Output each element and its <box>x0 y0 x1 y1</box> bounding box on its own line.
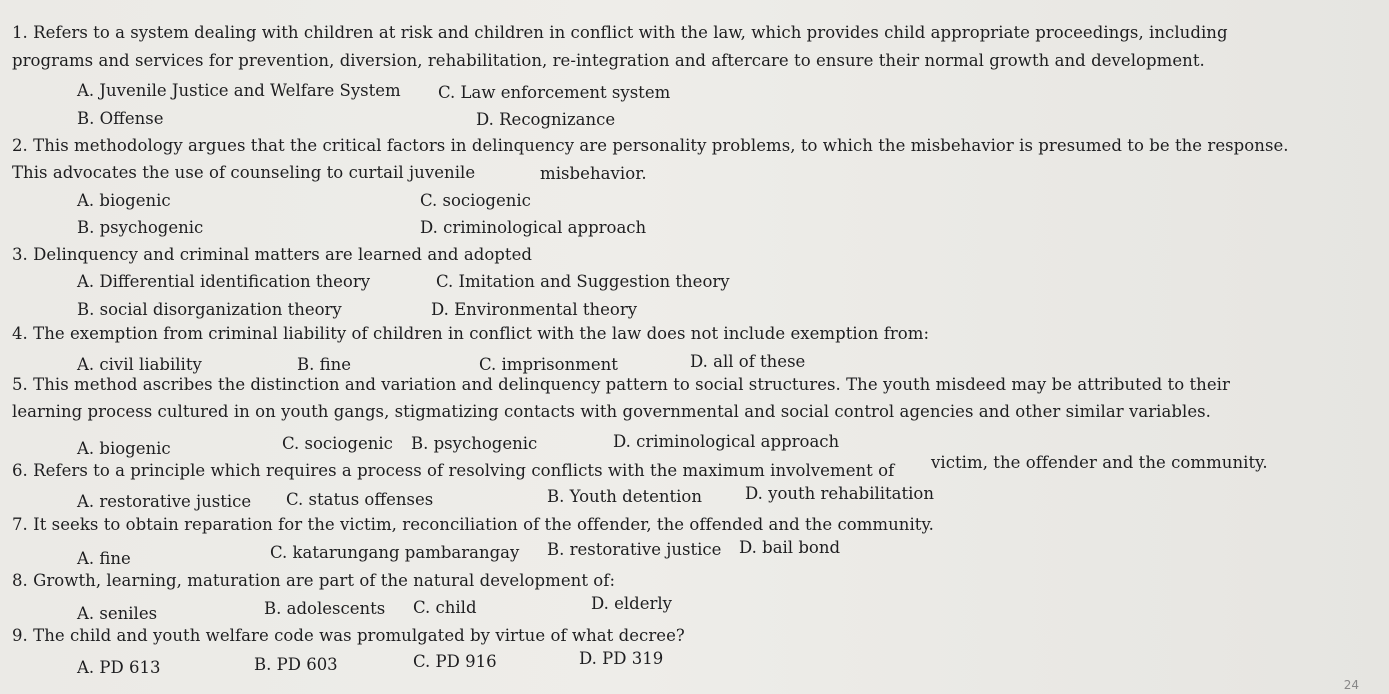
question-7-line-1: 7. It seeks to obtain reparation for the victim, reconciliation of the offender, the offended and the community. <box>12 515 934 534</box>
question-3-option-a: A. Differential identification theory <box>77 272 371 291</box>
question-2-option-d: D. criminological approach <box>420 218 647 237</box>
question-8-option-a: A. seniles <box>77 604 158 623</box>
question-6-option-b: B. Youth detention <box>547 487 702 506</box>
question-2-line-1: 2. This methodology argues that the critical factors in delinquency are personality problems, to which the misbehavior is presumed to be the response. <box>12 136 1289 155</box>
question-8-option-d: D. elderly <box>591 594 672 613</box>
question-5-line-1: 5. This method ascribes the distinction and variation and delinquency pattern to social structures. The youth misdeed may be attributed to their <box>12 375 1230 394</box>
question-2-line-2: This advocates the use of counseling to curtail juvenile <box>12 163 476 182</box>
question-7-option-c: C. katarungang pambarangay <box>270 543 520 562</box>
question-2-option-b: B. psychogenic <box>77 218 204 237</box>
question-6-line-2: victim, the offender and the community. <box>931 453 1268 472</box>
question-8-option-b: B. adolescents <box>264 599 386 618</box>
question-3-option-c: C. Imitation and Suggestion theory <box>436 272 730 291</box>
question-9-option-a: A. PD 613 <box>77 658 161 677</box>
question-5-option-d: D. criminological approach <box>613 432 840 451</box>
question-3-line-1: 3. Delinquency and criminal matters are learned and adopted <box>12 245 533 264</box>
question-4-line-1: 4. The exemption from criminal liability of children in conflict with the law does not include exemption from: <box>12 324 930 343</box>
question-4-option-c: C. imprisonment <box>479 355 618 374</box>
question-1-line-1: 1. Refers to a system dealing with children at risk and children in conflict with the law, which provides child appropriate proceedings, including <box>12 23 1228 42</box>
question-6-option-d: D. youth rehabilitation <box>745 484 934 503</box>
question-5-line-2: learning process cultured in on youth gangs, stigmatizing contacts with governmental and social control agencies and other similar variables. <box>12 402 1211 421</box>
question-2-option-c: C. sociogenic <box>420 191 531 210</box>
question-6-option-a: A. restorative justice <box>77 492 252 511</box>
question-5-option-c: C. sociogenic <box>282 434 393 453</box>
question-1-line-2: programs and services for prevention, diversion, rehabilitation, re-integration and aftercare to ensure their normal growth and development. <box>12 51 1205 70</box>
question-2-line-3: misbehavior. <box>540 164 647 183</box>
question-2-option-a: A. biogenic <box>77 191 171 210</box>
question-1-option-b: B. Offense <box>77 109 164 128</box>
question-3-option-d: D. Environmental theory <box>431 300 638 319</box>
question-9-option-c: C. PD 916 <box>413 652 497 671</box>
question-6-option-c: C. status offenses <box>286 490 434 509</box>
question-8-line-1: 8. Growth, learning, maturation are part of the natural development of: <box>12 571 616 590</box>
question-5-option-b: B. psychogenic <box>411 434 538 453</box>
question-1-option-c: C. Law enforcement system <box>438 83 671 102</box>
question-6-line-1: 6. Refers to a principle which requires a process of resolving conflicts with the maximum involvement of <box>12 461 895 480</box>
page-number: 24 <box>1343 678 1359 692</box>
question-7-option-a: A. fine <box>77 549 131 568</box>
question-5-option-a: A. biogenic <box>77 439 171 458</box>
question-4-option-b: B. fine <box>297 355 352 374</box>
question-9-option-b: B. PD 603 <box>254 655 338 674</box>
question-7-option-b: B. restorative justice <box>547 540 722 559</box>
question-7-option-d: D. bail bond <box>739 538 841 557</box>
question-4-option-a: A. civil liability <box>77 355 202 374</box>
question-9-line-1: 9. The child and youth welfare code was promulgated by virtue of what decree? <box>12 626 685 645</box>
question-8-option-c: C. child <box>413 598 477 617</box>
question-1-option-d: D. Recognizance <box>476 110 616 129</box>
question-1-option-a: A. Juvenile Justice and Welfare System <box>77 81 401 100</box>
question-4-option-d: D. all of these <box>690 352 806 371</box>
question-3-option-b: B. social disorganization theory <box>77 300 342 319</box>
question-9-option-d: D. PD 319 <box>579 649 664 668</box>
